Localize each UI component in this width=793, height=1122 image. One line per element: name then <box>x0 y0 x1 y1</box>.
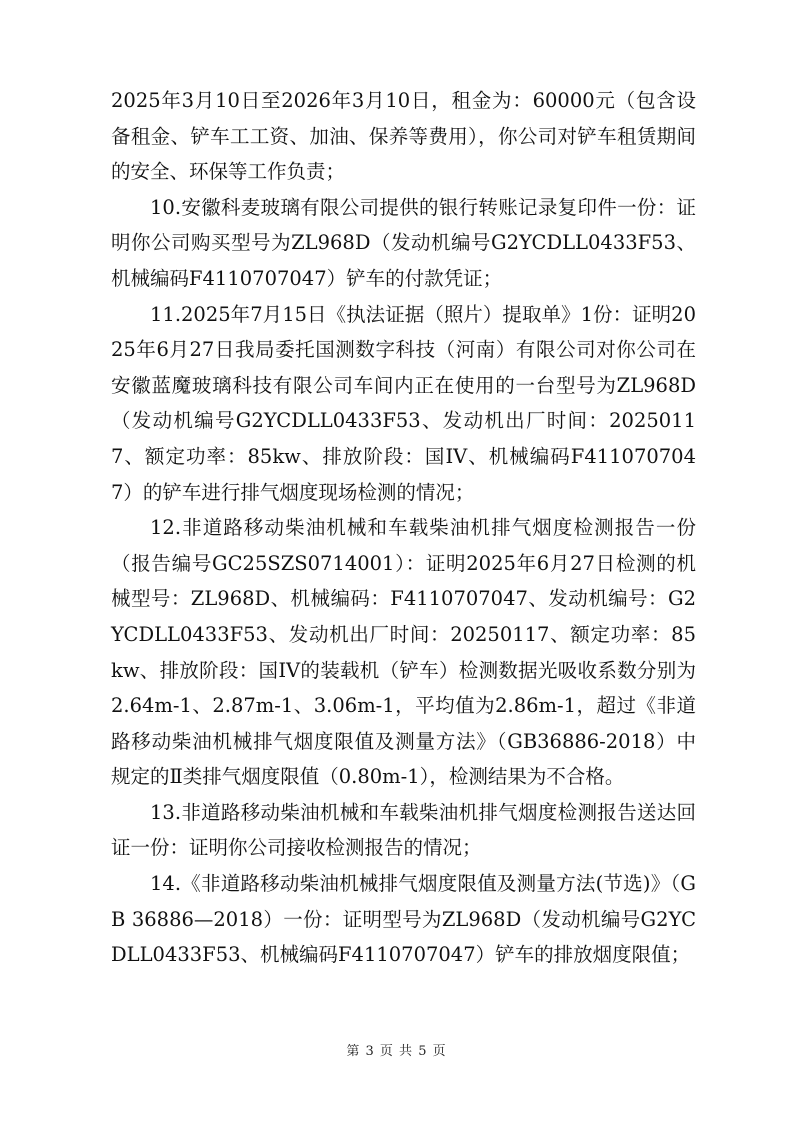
page-number-footer: 第 3 页 共 5 页 <box>346 1044 447 1059</box>
paragraph-item-12: 12.非道路移动柴油机械和车载柴油机排气烟度检测报告一份（报告编号GC25SZS0714001）：证明2025年6月27日检测的机械型号：ZL968D、机械编码：F4110707047、发动机编号：G2YCDLL0433F53、发动机出厂时间：20250117、额定功率：85kw、排放阶段：国IV的装载机（铲车）检测数据光吸收系数分别为2.64m-1、2.87m-1、3.06m-1，平均值为2.86m-1，超过《非道路移动柴油机械排气烟度限值及测量方法》（GB36886-2018）中规定的Ⅱ类排气烟度限值（0.80m-1），检测结果为不合格。 <box>111 516 696 789</box>
paragraph-continued: 2025年3月10日至2026年3月10日，租金为：60000元（包含设备租金、铲车工工资、加油、保养等费用），你公司对铲车租赁期间的安全、环保等工作负责； <box>111 89 696 184</box>
paragraph-item-13: 13.非道路移动柴油机械和车载柴油机排气烟度检测报告送达回证一份：证明你公司接收检测报告的情况； <box>111 800 696 860</box>
paragraph-item-11: 11.2025年7月15日《执法证据（照片）提取单》1份：证明2025年6月27日我局委托国测数字科技（河南）有限公司对你公司在安徽蓝魔玻璃科技有限公司车间内正在使用的一台型号为ZL968D（发动机编号G2YCDLL0433F53、发动机出厂时间：20250117、额定功率：85kw、排放阶段：国IV、机械编码F4110707047）的铲车进行排气烟度现场检测的情况； <box>111 302 696 504</box>
paragraph-item-14: 14.《非道路移动柴油机械排气烟度限值及测量方法(节选)》（GB 36886—2018）一份：证明型号为ZL968D（发动机编号G2YCDLL0433F53、机械编码F4110707047）铲车的排放烟度限值； <box>111 872 696 967</box>
paragraph-item-10: 10.安徽科麦玻璃有限公司提供的银行转账记录复印件一份：证明你公司购买型号为ZL968D（发动机编号G2YCDLL0433F53、机械编码F4110707047）铲车的付款凭证； <box>111 195 696 290</box>
document-body <box>111 83 696 973</box>
